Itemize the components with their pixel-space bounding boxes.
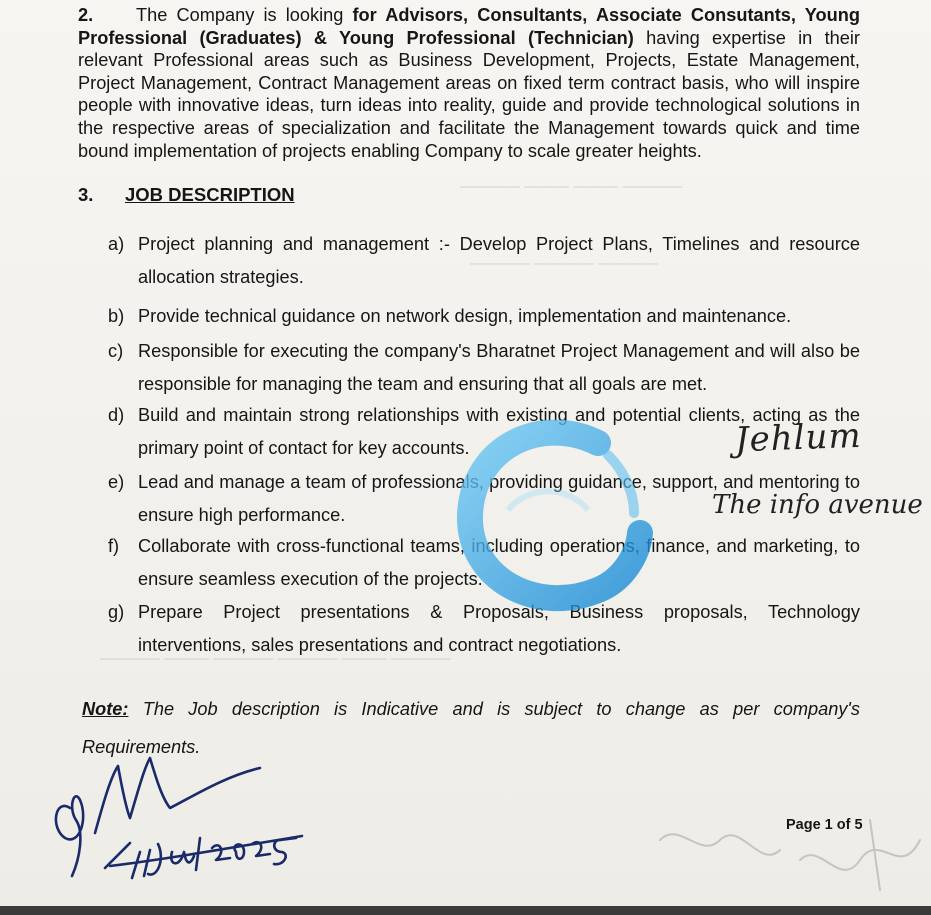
section-number: 3. bbox=[78, 184, 94, 205]
note-label: Note: bbox=[82, 699, 129, 719]
paragraph-text-start: The Company is looking bbox=[136, 5, 353, 25]
show-through-scribble-icon bbox=[640, 800, 930, 910]
show-through-text: ———— ——— ——— ———— bbox=[460, 178, 683, 195]
list-text: Responsible for executing the company's Bharatnet Project Management and will also be responsible for managing the team and ensuring that all goals are met. bbox=[138, 341, 860, 394]
list-text: Prepare Project presentations & Proposals, Business proposals, Technology interventions, sales presentations and contract negotiations. bbox=[138, 602, 860, 655]
paragraph-text-bold: for Advisors, Consultants, Associate Consutants, Young Professional (Graduates) & Young Professional (Technician) bbox=[78, 5, 860, 48]
show-through-text: ———— ———— ———— bbox=[470, 255, 659, 272]
list-marker: d) bbox=[108, 405, 125, 425]
show-through-text: ———— ——— ———— ———— ——— ———— bbox=[100, 650, 451, 667]
list-item bbox=[108, 335, 860, 401]
list-marker: b) bbox=[108, 306, 125, 326]
watermark-logo-icon bbox=[448, 415, 658, 615]
watermark-tagline: The info avenue bbox=[712, 490, 923, 520]
signature-icon bbox=[40, 748, 320, 888]
list-marker: g) bbox=[108, 602, 125, 622]
list-marker: a) bbox=[108, 234, 125, 254]
list-text: Provide technical guidance on network design, implementation and maintenance. bbox=[138, 306, 792, 326]
list-text: Project planning and management :- Develop Project Plans, Timelines and resource allocation strategies. bbox=[138, 234, 860, 287]
paragraph-text-end: having expertise in their relevant Professional areas such as Business Development, Projects, Estate Management, Project Management, Contract Management areas on fixed term contract basis, who will inspire people with innovative ideas, turn ideas into reality, guide and provide technological solutions in the respective areas of specialization and facilitate the Management towards quick and time bound implementation of projects enabling Company to scale greater heights. bbox=[78, 27, 860, 161]
scan-bottom-edge bbox=[0, 906, 931, 915]
list-marker: c) bbox=[108, 341, 124, 361]
list-text: Lead and manage a team of professionals, providing guidance, support, and mentoring to ensure high performance. bbox=[138, 472, 860, 525]
section-heading bbox=[78, 184, 295, 206]
list-text: Collaborate with cross-functional teams, including operations, finance, and marketing, to ensure seamless execution of the projects. bbox=[138, 536, 860, 589]
watermark-brand: Jehlum bbox=[734, 415, 863, 461]
list-item bbox=[108, 300, 860, 333]
section-title: JOB DESCRIPTION bbox=[125, 184, 295, 205]
page-number: Page 1 of 5 bbox=[786, 817, 863, 833]
paragraph-2 bbox=[78, 4, 860, 162]
list-marker: f) bbox=[108, 536, 120, 556]
paragraph-number: 2. bbox=[78, 5, 94, 25]
list-item bbox=[108, 228, 860, 294]
list-text: Build and maintain strong relationships with existing and potential clients, acting as the primary point of contact for key accounts. bbox=[138, 405, 860, 458]
list-marker: e) bbox=[108, 472, 125, 492]
note-text: The Job description is Indicative and is subject to change as per company's Requirements. bbox=[82, 699, 860, 757]
